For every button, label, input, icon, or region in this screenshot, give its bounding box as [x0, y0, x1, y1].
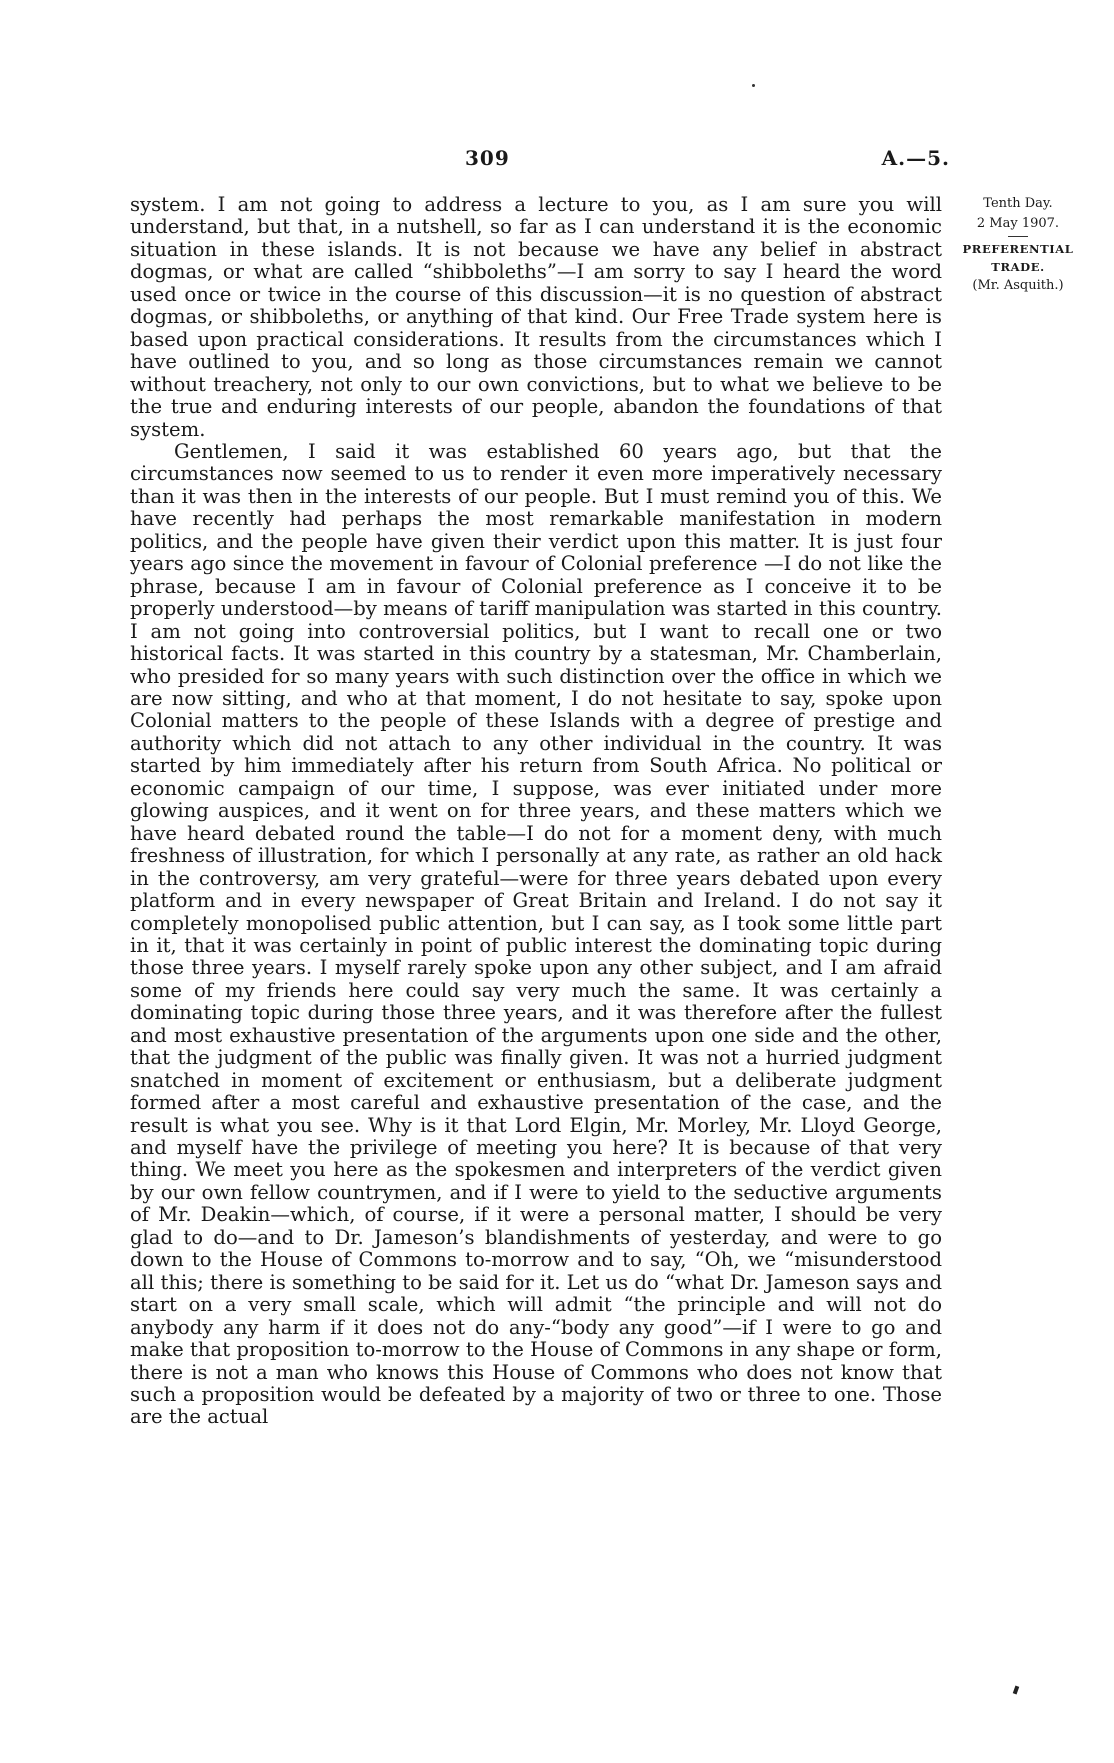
margin-rule: [1008, 236, 1028, 237]
page-header: [130, 146, 950, 176]
margin-date: 2 May 1907.: [976, 216, 1060, 231]
page-number: 309: [465, 146, 510, 170]
print-mark: [1013, 1686, 1019, 1695]
document-reference: A.—5.: [881, 146, 950, 170]
print-speck: [752, 84, 755, 87]
margin-day: Tenth Day.: [983, 196, 1053, 211]
margin-topic: TRADE.: [991, 260, 1045, 274]
margin-topic: PREFERENTIAL: [962, 242, 1074, 256]
margin-note: [956, 194, 1080, 296]
paragraph: Gentlemen, I said it was established 60 years ago, but that the circumstances now seemed to us to render it even more imperatively necessary than it was then in the interests of our people. But I must remind you of this. We have recently had perhaps the most remarkable manifestation in modern politics, and the people have given their verdict upon this matter. It is just four years ago since the movement in favour of Colonial preference —I do not like the phrase, because I am in favour of Colonial preference as I conceive it to be properly understood—by means of tariff manipulation was started in this country. I am not going into controversial politics, but I want to recall one or two historical facts. It was started in this country by a statesman, Mr. Chamberlain, who presided for so many years with such distinction over the office in which we are now sitting, and who at that moment, I do not hesitate to say, spoke upon Colonial matters to the people of these Islands with a degree of prestige and authority which did not attach to any other individual in the country. It was started by him immediately after his return from South Africa. No political or economic campaign of our time, I suppose, was ever initiated under more glowing auspices, and it went on for three years, and these matters which we have heard debated round the table—I do not for a moment deny, with much freshness of illustration, for which I personally at any rate, as rather an old hack in the controversy, am very grateful—were for three years debated upon every platform and in every newspaper of Great Britain and Ireland. I do not say it completely monopolised public attention, but I can say, as I took some little part in it, that it was certainly in point of public interest the dominating topic during those three years. I myself rarely spoke upon any other subject, and I am afraid some of my friends here could say very much the same. It was certainly a dominating topic during those three years, and it was therefore after the fullest and most exhaustive presentation of the arguments upon one side and the other, that the judgment of the public was finally given. It was not a hurried judgment snatched in moment of excitement or enthusiasm, but a deliberate judgment formed after a most careful and exhaustive presentation of the case, and the result is what you see. Why is it that Lord Elgin, Mr. Morley, Mr. Lloyd George, and myself have the privilege of meeting you here? It is because of that very thing. We meet you here as the spokesmen and interpreters of the verdict given by our own fellow countrymen, and if I were to yield to the seductive arguments of Mr. Deakin—which, of course, if it were a personal matter, I should be very glad to do—and to Dr. Jameson’s blandishments of yesterday, and were to go down to the House of Commons to-morrow and to say, “Oh, we “misunderstood all this; there is something to be said for it. Let us do “what Dr. Jameson says and start on a very small scale, which will admit “the principle and will not do anybody any harm if it does not do any-“body any good”—if I were to go and make that proposition to-morrow to the House of Commons in any shape or form, there is not a man who knows this House of Commons who does not know that such a proposition would be defeated by a majority of two or three to one. Those are the actual: [130, 439, 942, 1429]
body-text: [130, 194, 942, 1429]
paragraph: system. I am not going to address a lecture to you, as I am sure you will understand, but that, in a nutshell, so far as I can understand it is the economic situation in these islands. It is not because we have any belief in abstract dogmas, or what are called “shibboleths”—I am sorry to say I heard the word used once or twice in the course of this discussion—it is no question of abstract dogmas, or shibboleths, or anything of that kind. Our Free Trade system here is based upon practical considerations. It results from the circumstances which I have outlined to you, and so long as those circumstances remain we cannot without treachery, not only to our own convictions, but to what we believe to be the true and enduring interests of our people, abandon the foundations of that system.: [130, 193, 942, 441]
margin-speaker: (Mr. Asquith.): [972, 278, 1064, 293]
